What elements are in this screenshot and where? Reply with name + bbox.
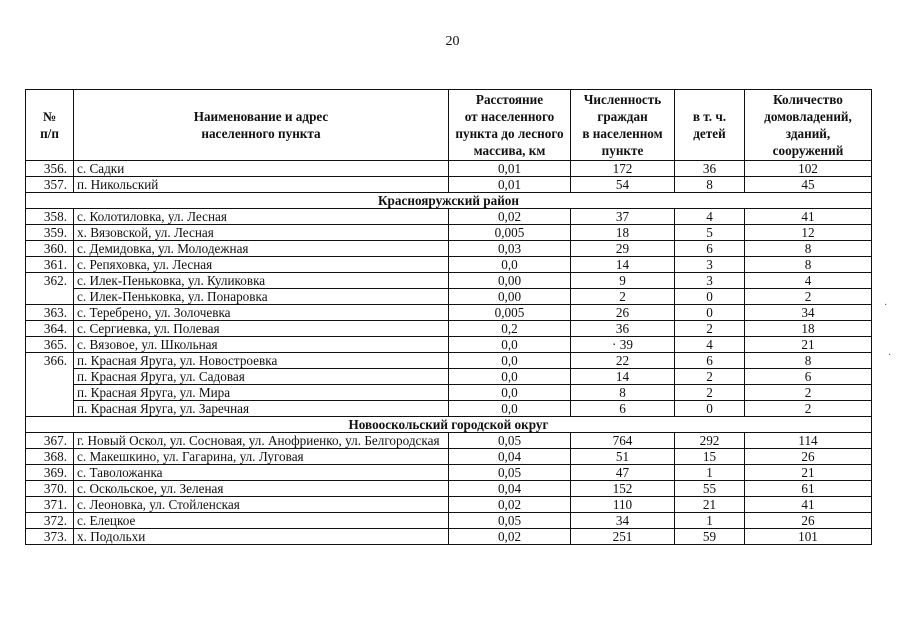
cell-buildings: 4 [745, 273, 872, 289]
cell-children: 1 [675, 465, 745, 481]
table-row [26, 353, 872, 369]
cell-num: 365. [26, 337, 74, 353]
cell-name: с. Демидовка, ул. Молодежная [74, 241, 449, 257]
cell-population: 18 [571, 225, 675, 241]
scan-artifact: · [888, 350, 892, 361]
cell-children: 0 [675, 401, 745, 417]
cell-num: 370. [26, 481, 74, 497]
table-row [26, 161, 872, 177]
cell-name: с. Илек-Пеньковка, ул. Понаровка [74, 289, 449, 305]
cell-name: с. Репяховка, ул. Лесная [74, 257, 449, 273]
cell-children: 55 [675, 481, 745, 497]
cell-population: 152 [571, 481, 675, 497]
table-row [26, 257, 872, 273]
cell-children: 6 [675, 241, 745, 257]
table-row [26, 177, 872, 193]
cell-population: 26 [571, 305, 675, 321]
cell-num: 373. [26, 529, 74, 545]
table-row [26, 465, 872, 481]
cell-children: 4 [675, 209, 745, 225]
cell-children: 292 [675, 433, 745, 449]
cell-population: 36 [571, 321, 675, 337]
cell-buildings: 8 [745, 241, 872, 257]
cell-population: · 39 [571, 337, 675, 353]
cell-buildings: 101 [745, 529, 872, 545]
cell-population: 22 [571, 353, 675, 369]
cell-name: с. Илек-Пеньковка, ул. Куликовка [74, 273, 449, 289]
cell-distance: 0,0 [449, 337, 571, 353]
header-distance: Расстояние от населенного пункта до лесного массива, км [449, 90, 571, 161]
cell-num: 357. [26, 177, 74, 193]
header-buildings: Количество домовладений, зданий, сооружений [745, 90, 872, 161]
page-number: 20 [445, 34, 460, 49]
cell-buildings: 2 [745, 289, 872, 305]
cell-population: 172 [571, 161, 675, 177]
cell-name: с. Теребрено, ул. Золочевка [74, 305, 449, 321]
table-row [26, 305, 872, 321]
cell-buildings: 41 [745, 209, 872, 225]
cell-name: с. Таволожанка [74, 465, 449, 481]
cell-num: 356. [26, 161, 74, 177]
cell-distance: 0,0 [449, 257, 571, 273]
cell-children: 36 [675, 161, 745, 177]
header-num: № п/п [26, 90, 74, 161]
cell-population: 54 [571, 177, 675, 193]
cell-children: 8 [675, 177, 745, 193]
cell-num: 372. [26, 513, 74, 529]
cell-buildings: 18 [745, 321, 872, 337]
table-row [26, 513, 872, 529]
cell-population: 34 [571, 513, 675, 529]
cell-buildings: 102 [745, 161, 872, 177]
settlements-table [25, 89, 872, 545]
table-row [26, 321, 872, 337]
cell-num: 369. [26, 465, 74, 481]
table-row [26, 385, 872, 401]
cell-population: 29 [571, 241, 675, 257]
cell-distance: 0,02 [449, 497, 571, 513]
cell-buildings: 12 [745, 225, 872, 241]
cell-population: 14 [571, 369, 675, 385]
cell-name: х. Вязовской, ул. Лесная [74, 225, 449, 241]
cell-children: 15 [675, 449, 745, 465]
table-row [26, 225, 872, 241]
cell-distance: 0,02 [449, 209, 571, 225]
cell-num: 371. [26, 497, 74, 513]
cell-distance: 0,0 [449, 401, 571, 417]
cell-name: п. Красная Яруга, ул. Садовая [74, 369, 449, 385]
cell-distance: 0,2 [449, 321, 571, 337]
cell-population: 47 [571, 465, 675, 481]
cell-name: с. Вязовое, ул. Школьная [74, 337, 449, 353]
scan-artifact: · [884, 300, 888, 311]
cell-distance: 0,05 [449, 433, 571, 449]
table-row [26, 369, 872, 385]
cell-name: с. Макешкино, ул. Гагарина, ул. Луговая [74, 449, 449, 465]
table-row [26, 273, 872, 289]
cell-population: 8 [571, 385, 675, 401]
cell-num: 360. [26, 241, 74, 257]
cell-distance: 0,005 [449, 225, 571, 241]
cell-num: 368. [26, 449, 74, 465]
cell-children: 0 [675, 289, 745, 305]
cell-children: 21 [675, 497, 745, 513]
cell-population: 51 [571, 449, 675, 465]
cell-num: 363. [26, 305, 74, 321]
cell-distance: 0,0 [449, 369, 571, 385]
cell-population: 110 [571, 497, 675, 513]
cell-name: п. Красная Яруга, ул. Заречная [74, 401, 449, 417]
cell-distance: 0,005 [449, 305, 571, 321]
cell-name: с. Сергиевка, ул. Полевая [74, 321, 449, 337]
cell-name: с. Оскольское, ул. Зеленая [74, 481, 449, 497]
cell-name: с. Леоновка, ул. Стойленская [74, 497, 449, 513]
cell-buildings: 2 [745, 401, 872, 417]
table-row [26, 529, 872, 545]
cell-population: 9 [571, 273, 675, 289]
header-name: Наименование и адрес населенного пункта [74, 90, 449, 161]
cell-population: 6 [571, 401, 675, 417]
cell-num: 358. [26, 209, 74, 225]
table-row [26, 481, 872, 497]
cell-num: 366. [26, 353, 74, 417]
cell-buildings: 21 [745, 337, 872, 353]
table-row [26, 497, 872, 513]
cell-buildings: 26 [745, 513, 872, 529]
cell-buildings: 26 [745, 449, 872, 465]
cell-buildings: 41 [745, 497, 872, 513]
cell-distance: 0,01 [449, 177, 571, 193]
cell-distance: 0,03 [449, 241, 571, 257]
table-header-row [26, 90, 872, 161]
cell-children: 59 [675, 529, 745, 545]
cell-name: с. Елецкое [74, 513, 449, 529]
table-row [26, 449, 872, 465]
cell-children: 2 [675, 385, 745, 401]
cell-population: 2 [571, 289, 675, 305]
cell-children: 3 [675, 273, 745, 289]
cell-name: г. Новый Оскол, ул. Сосновая, ул. Анофриенко, ул. Белгородская [74, 433, 449, 449]
cell-children: 4 [675, 337, 745, 353]
cell-name: п. Никольский [74, 177, 449, 193]
cell-name: х. Подольхи [74, 529, 449, 545]
cell-distance: 0,0 [449, 353, 571, 369]
cell-buildings: 21 [745, 465, 872, 481]
cell-distance: 0,01 [449, 161, 571, 177]
cell-population: 14 [571, 257, 675, 273]
table-row [26, 241, 872, 257]
cell-children: 1 [675, 513, 745, 529]
cell-buildings: 114 [745, 433, 872, 449]
cell-children: 2 [675, 369, 745, 385]
region-title: Новооскольский городской округ [26, 417, 872, 433]
cell-num: 367. [26, 433, 74, 449]
cell-distance: 0,00 [449, 273, 571, 289]
cell-name: с. Колотиловка, ул. Лесная [74, 209, 449, 225]
cell-distance: 0,02 [449, 529, 571, 545]
cell-distance: 0,0 [449, 385, 571, 401]
cell-children: 2 [675, 321, 745, 337]
cell-num: 362. [26, 273, 74, 305]
cell-name: п. Красная Яруга, ул. Мира [74, 385, 449, 401]
cell-buildings: 8 [745, 257, 872, 273]
cell-distance: 0,04 [449, 481, 571, 497]
cell-distance: 0,00 [449, 289, 571, 305]
cell-name: п. Красная Яруга, ул. Новостроевка [74, 353, 449, 369]
cell-num: 364. [26, 321, 74, 337]
cell-buildings: 6 [745, 369, 872, 385]
cell-name: с. Садки [74, 161, 449, 177]
cell-children: 0 [675, 305, 745, 321]
table-row [26, 289, 872, 305]
cell-population: 251 [571, 529, 675, 545]
table-row [26, 433, 872, 449]
cell-num: 359. [26, 225, 74, 241]
cell-children: 6 [675, 353, 745, 369]
cell-population: 37 [571, 209, 675, 225]
cell-distance: 0,05 [449, 465, 571, 481]
cell-buildings: 61 [745, 481, 872, 497]
cell-buildings: 2 [745, 385, 872, 401]
table-row [26, 337, 872, 353]
cell-children: 5 [675, 225, 745, 241]
cell-children: 3 [675, 257, 745, 273]
table-row [26, 401, 872, 417]
cell-distance: 0,05 [449, 513, 571, 529]
cell-buildings: 45 [745, 177, 872, 193]
region-row [26, 193, 872, 209]
table-row [26, 209, 872, 225]
cell-population: 764 [571, 433, 675, 449]
header-children: в т. ч. детей [675, 90, 745, 161]
cell-buildings: 34 [745, 305, 872, 321]
region-row [26, 417, 872, 433]
cell-num: 361. [26, 257, 74, 273]
region-title: Краснояружский район [26, 193, 872, 209]
header-population: Численность граждан в населенном пункте [571, 90, 675, 161]
cell-buildings: 8 [745, 353, 872, 369]
cell-distance: 0,04 [449, 449, 571, 465]
